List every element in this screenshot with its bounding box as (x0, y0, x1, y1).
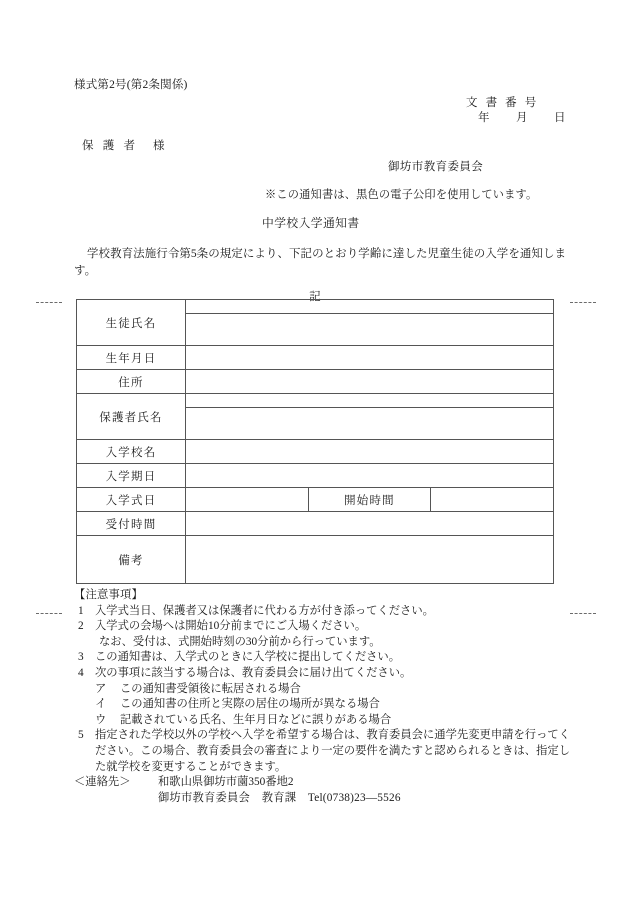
notice-item (74, 619, 570, 635)
form-number: 様式第2号(第2条関係) (74, 79, 188, 91)
notice-text: 次の事項に該当する場合は、教育委員会に届け出てください。 (95, 666, 412, 679)
notice-sub-text: この通知書の住所と実際の居住の場所が異なる場合 (120, 698, 380, 711)
label-school-name: 入学校名 (77, 440, 186, 464)
value-remarks[interactable] (186, 536, 554, 584)
notice-sub-item (74, 697, 570, 713)
notice-sub-marker: ア (95, 682, 107, 695)
notice-number: 4 (78, 666, 84, 679)
notices-heading: 【注意事項】 (74, 589, 143, 601)
notice-sub-item (74, 682, 570, 698)
document-date-label: 年 月 日 (478, 112, 573, 124)
label-remarks: 備考 (77, 536, 186, 584)
notice-item (74, 650, 570, 666)
table-row-school-name (77, 440, 554, 464)
contact-department: 教育課 (261, 791, 297, 804)
value-guardian-name-furigana[interactable] (186, 394, 554, 408)
table-row-reception-time (77, 512, 554, 536)
value-student-name[interactable] (186, 314, 554, 346)
value-guardian-name[interactable] (186, 408, 554, 440)
label-reception-time: 受付時間 (77, 512, 186, 536)
notice-text: 指定された学校以外の学校へ入学を希望する場合は、教育委員会に通学先変更申請を行ってください。この場合、教育委員会の審査により一定の要件を満たすと認められるときは、指定した就学校を変更することができます。 (95, 729, 570, 773)
value-address[interactable] (186, 370, 554, 394)
table-row-birth-date (77, 346, 554, 370)
value-start-time[interactable] (431, 488, 554, 512)
notice-text: 入学式当日、保護者又は保護者に代わる方が付き添ってください。 (95, 604, 434, 617)
cut-mark-top-left (36, 302, 62, 303)
label-ceremony-date: 入学式日 (77, 488, 186, 512)
notice-sub-text: この通知書受領後に転居される場合 (120, 682, 301, 695)
label-entrance-date: 入学期日 (77, 464, 186, 488)
notice-continuation: なお、受付は、式開始時刻の30分前から行っています。 (99, 635, 381, 648)
contact-address: 和歌山県御坊市薗350番地2 (158, 776, 294, 788)
label-student-name: 生徒氏名 (77, 300, 186, 346)
contact-organization-row (74, 791, 401, 807)
student-information-table (76, 299, 554, 584)
notice-text: この通知書は、入学式のときに入学校に提出してください。 (95, 651, 401, 664)
contact-organization: 御坊市教育委員会 (158, 791, 250, 804)
table-row-entrance-date (77, 464, 554, 488)
table-row-student-name-furigana (77, 300, 554, 314)
label-guardian-name: 保護者氏名 (77, 394, 186, 440)
label-start-time: 開始時間 (308, 488, 431, 512)
notice-number: 1 (78, 604, 84, 617)
table-row-guardian-name-furigana (77, 394, 554, 408)
table-row-remarks (77, 536, 554, 584)
notice-number: 5 (78, 729, 84, 742)
notice-text: 入学式の会場へは開始10分前までにご入場ください。 (95, 620, 367, 633)
value-reception-time[interactable] (186, 512, 554, 536)
notice-sub-item (74, 713, 570, 729)
contact-label: ＜連絡先＞ (74, 776, 131, 788)
cut-mark-top-right (570, 302, 596, 303)
value-birth-date[interactable] (186, 346, 554, 370)
value-ceremony-date[interactable] (186, 488, 309, 512)
electronic-seal-note: ※この通知書は、黒色の電子公印を使用しています。 (265, 189, 538, 201)
notice-number: 2 (78, 620, 84, 633)
value-student-name-furigana[interactable] (186, 300, 554, 314)
notice-item (74, 604, 570, 620)
notice-sub-marker: ウ (95, 713, 107, 726)
contact-phone: Tel(0738)23—5526 (307, 791, 401, 804)
notice-number: 3 (78, 651, 84, 664)
label-address: 住所 (77, 370, 186, 394)
contact-address-row (74, 775, 401, 791)
notice-item (74, 666, 570, 682)
cut-mark-bottom-right (570, 613, 596, 614)
label-birth-date: 生年月日 (77, 346, 186, 370)
notices-section (74, 588, 570, 775)
notice-sub-text: 記載されている氏名、生年月日などに誤りがある場合 (120, 713, 392, 726)
addressee-line: 保 護 者 様 (82, 140, 168, 152)
value-entrance-date[interactable] (186, 464, 554, 488)
table-row-address (77, 370, 554, 394)
ki-marker: 記 (309, 291, 321, 303)
issuing-authority: 御坊市教育委員会 (388, 161, 484, 173)
page-title: 中学校入学通知書 (262, 216, 360, 230)
document-number-label: 文 書 番 号 (466, 97, 539, 109)
body-paragraph: 学校教育法施行令第5条の規定により、下記のとおり学齢に達した児童生徒の入学を通知します。 (74, 248, 566, 277)
cut-mark-bottom-left (36, 613, 62, 614)
table-row-ceremony-date (77, 488, 554, 512)
notice-sub-marker: イ (95, 698, 107, 711)
contact-section (74, 775, 401, 806)
value-school-name[interactable] (186, 440, 554, 464)
notice-item (74, 728, 570, 775)
